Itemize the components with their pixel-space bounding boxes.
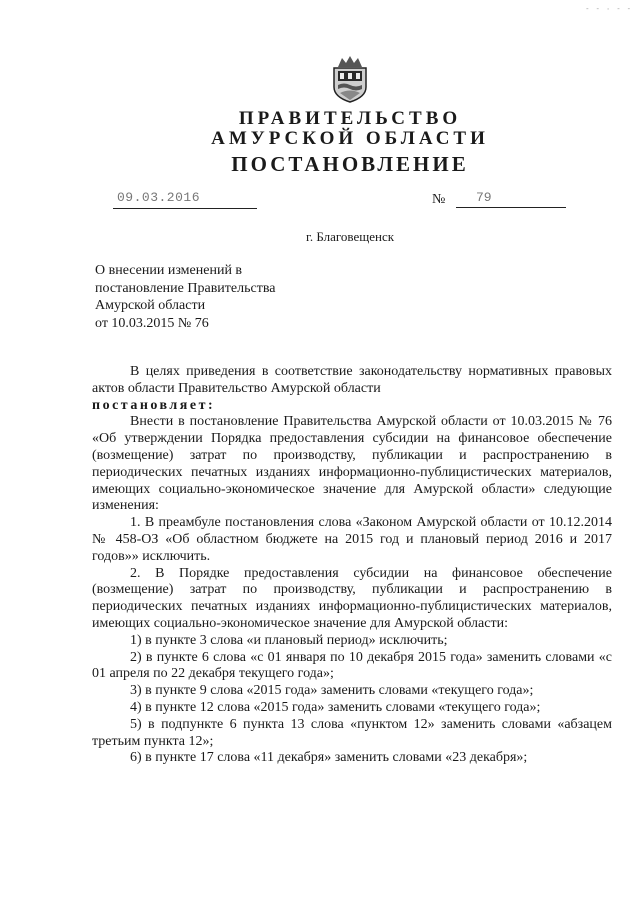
resolves-text: постановляет: — [92, 397, 216, 413]
government-title: ПРАВИТЕЛЬСТВО — [238, 108, 462, 129]
subitem-5: 5) в подпункте 6 пункта 13 слова «пунктом 12» заменить словами «абзацем третьим пункта 12»; — [92, 716, 612, 749]
subitem-2: 2) в пункте 6 слова «с 01 января по 10 декабря 2015 года» заменить словами «с 01 апреля по 22 декабря текущего года»; — [92, 649, 612, 682]
city: г. Благовещенск — [305, 229, 395, 244]
document-number: 79 — [456, 188, 566, 208]
resolves-word — [92, 398, 612, 415]
subject-line: постановление Правительства — [95, 280, 276, 296]
number-sign: № — [432, 192, 446, 207]
coat-of-arms-icon — [330, 55, 370, 103]
scan-mark: - - · - - — [585, 6, 632, 14]
paragraph-intro: Внести в постановление Правительства Амурской области от 10.03.2015 № 76 «Об утверждении Порядка предоставления субсидии на финансовое обеспечение (возмещение) затрат по производству, публикации и распространению в периодических печатных изданиях информационно-публицистических материалов, имеющих социально-экономическое значение для Амурской области» следующие изменения: — [92, 414, 612, 514]
subitem-4: 4) в пункте 12 слова «2015 года» заменить словами «текущего года»; — [130, 699, 541, 715]
preamble: В целях приведения в соответствие законодательству нормативных правовых актов области Правительство Амурской области — [92, 364, 612, 396]
document-date: 09.03.2016 — [113, 188, 257, 209]
document-body — [92, 364, 612, 767]
subject-line: О внесении изменений в — [95, 263, 243, 278]
subitem-6: 6) в пункте 17 слова «11 декабря» заменить словами «23 декабря»; — [130, 750, 528, 766]
subitem-3: 3) в пункте 9 слова «2015 года» заменить словами «текущего года»; — [130, 683, 534, 699]
subject-line: от 10.03.2015 № 76 — [95, 315, 209, 331]
paragraph-item-1: 1. В преамбуле постановления слова «Законом Амурской области от 10.12.2014 № 458-ОЗ «Об областном бюджете на 2015 год и плановый период 2016 и 2017 годов»» исключить. — [92, 515, 612, 564]
subject-block — [95, 262, 355, 332]
document-type-title: ПОСТАНОВЛЕНИЕ — [231, 152, 469, 176]
paragraph-item-2: 2. В Порядке предоставления субсидии на финансовое обеспечение (возмещение) затрат по производству, публикации и распространению в периодических печатных изданиях информационно-публицистических материалов, имеющих социально-экономическое значение для Амурской области: — [92, 565, 612, 631]
region-title: АМУРСКОЙ ОБЛАСТИ — [211, 128, 489, 149]
subitem-1: 1) в пункте 3 слова «и плановый период» исключить; — [130, 632, 448, 648]
subject-line: Амурской области — [95, 298, 206, 313]
